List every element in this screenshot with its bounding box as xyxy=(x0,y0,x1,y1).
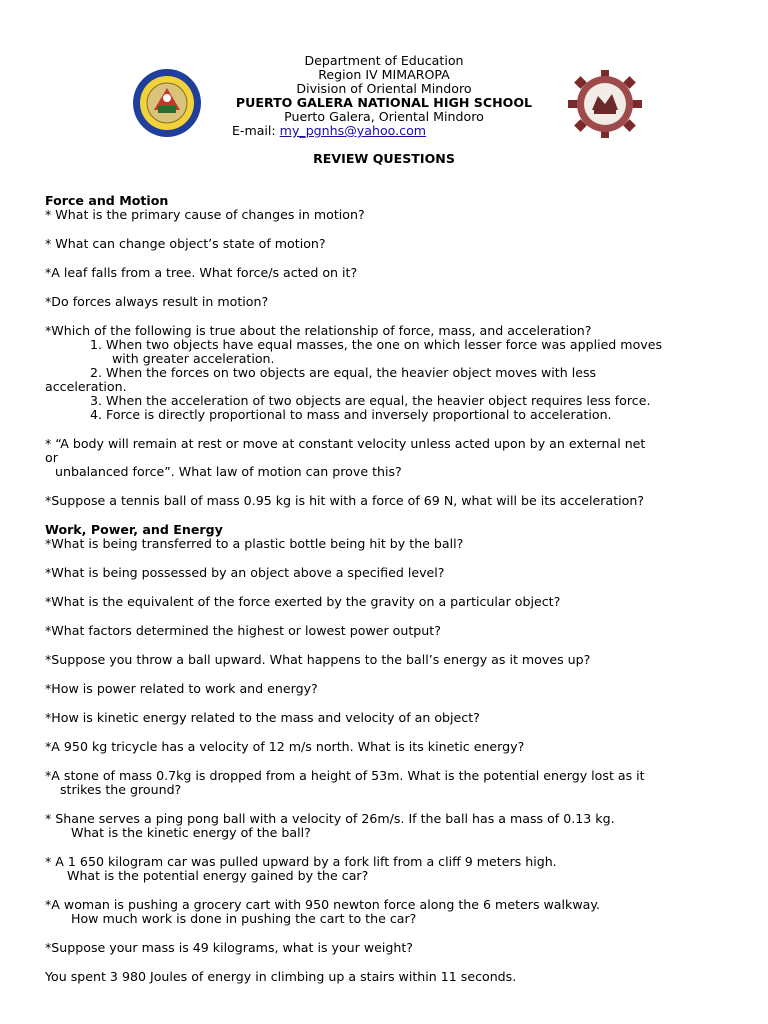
question: *What is being transferred to a plastic bottle being hit by the ball? xyxy=(45,536,464,551)
answer-option-continuation: acceleration. xyxy=(45,379,127,394)
question-continuation: What is the potential energy gained by the car? xyxy=(67,868,369,883)
question: *Do forces always result in motion? xyxy=(45,294,269,309)
question: * A 1 650 kilogram car was pulled upward by a fork lift from a cliff 9 meters high. xyxy=(45,854,557,869)
question: *How is power related to work and energy? xyxy=(45,681,318,696)
question-continuation: How much work is done in pushing the cart to the car? xyxy=(71,911,417,926)
question: * Shane serves a ping pong ball with a velocity of 26m/s. If the ball has a mass of 0.13 kg. xyxy=(45,811,615,826)
question: *How is kinetic energy related to the mass and velocity of an object? xyxy=(45,710,480,725)
question: *A leaf falls from a tree. What force/s acted on it? xyxy=(45,265,358,280)
question-continuation: What is the kinetic energy of the ball? xyxy=(71,825,311,840)
question: *What factors determined the highest or lowest power output? xyxy=(45,623,441,638)
question: *Which of the following is true about the relationship of force, mass, and acceleration? xyxy=(45,323,592,338)
page-title: REVIEW QUESTIONS xyxy=(313,151,455,166)
answer-option: 1. When two objects have equal masses, the one on which lesser force was applied moves xyxy=(90,337,663,352)
email-label: E-mail: xyxy=(231,123,280,138)
question: You spent 3 980 Joules of energy in climbing up a stairs within 11 seconds. xyxy=(45,969,517,984)
answer-option: 2. When the forces on two objects are equal, the heavier object moves with less xyxy=(90,365,597,380)
question: *A stone of mass 0.7kg is dropped from a height of 53m. What is the potential energy lost as it xyxy=(45,768,645,783)
header-region: Region IV MIMAROPA xyxy=(318,67,450,82)
answer-option: 3. When the acceleration of two objects are equal, the heavier object requires less force. xyxy=(90,393,651,408)
section-heading-work-power-energy: Work, Power, and Energy xyxy=(45,522,223,537)
answer-option: 4. Force is directly proportional to mass and inversely proportional to acceleration. xyxy=(90,407,612,422)
email-link[interactable]: my_pgnhs@yahoo.com xyxy=(279,123,427,138)
question-continuation: unbalanced force”. What law of motion can prove this? xyxy=(55,464,402,479)
header-school-name: PUERTO GALERA NATIONAL HIGH SCHOOL xyxy=(235,95,533,110)
answer-option-continuation: with greater acceleration. xyxy=(112,351,275,366)
question-continuation: or xyxy=(45,450,58,465)
question: *Suppose your mass is 49 kilograms, what is your weight? xyxy=(45,940,413,955)
header-email-line xyxy=(0,124,768,138)
header-division: Division of Oriental Mindoro xyxy=(296,81,472,96)
question: *Suppose you throw a ball upward. What happens to the ball’s energy as it moves up? xyxy=(45,652,591,667)
question-continuation: strikes the ground? xyxy=(60,782,182,797)
questions-content xyxy=(45,194,725,984)
question: * “A body will remain at rest or move at constant velocity unless acted upon by an external net xyxy=(45,436,646,451)
question: *A 950 kg tricycle has a velocity of 12 m/s north. What is its kinetic energy? xyxy=(45,739,525,754)
question: * What can change object’s state of motion? xyxy=(45,236,326,251)
question: *Suppose a tennis ball of mass 0.95 kg is hit with a force of 69 N, what will be its acceleration? xyxy=(45,493,645,508)
header-department: Department of Education xyxy=(304,53,464,68)
question: *What is the equivalent of the force exerted by the gravity on a particular object? xyxy=(45,594,561,609)
question: * What is the primary cause of changes in motion? xyxy=(45,207,365,222)
header-address: Puerto Galera, Oriental Mindoro xyxy=(284,109,484,124)
question: *What is being possessed by an object above a specified level? xyxy=(45,565,445,580)
question: *A woman is pushing a grocery cart with 950 newton force along the 6 meters walkway. xyxy=(45,897,600,912)
document-header xyxy=(0,54,768,138)
section-heading-force-motion: Force and Motion xyxy=(45,193,169,208)
